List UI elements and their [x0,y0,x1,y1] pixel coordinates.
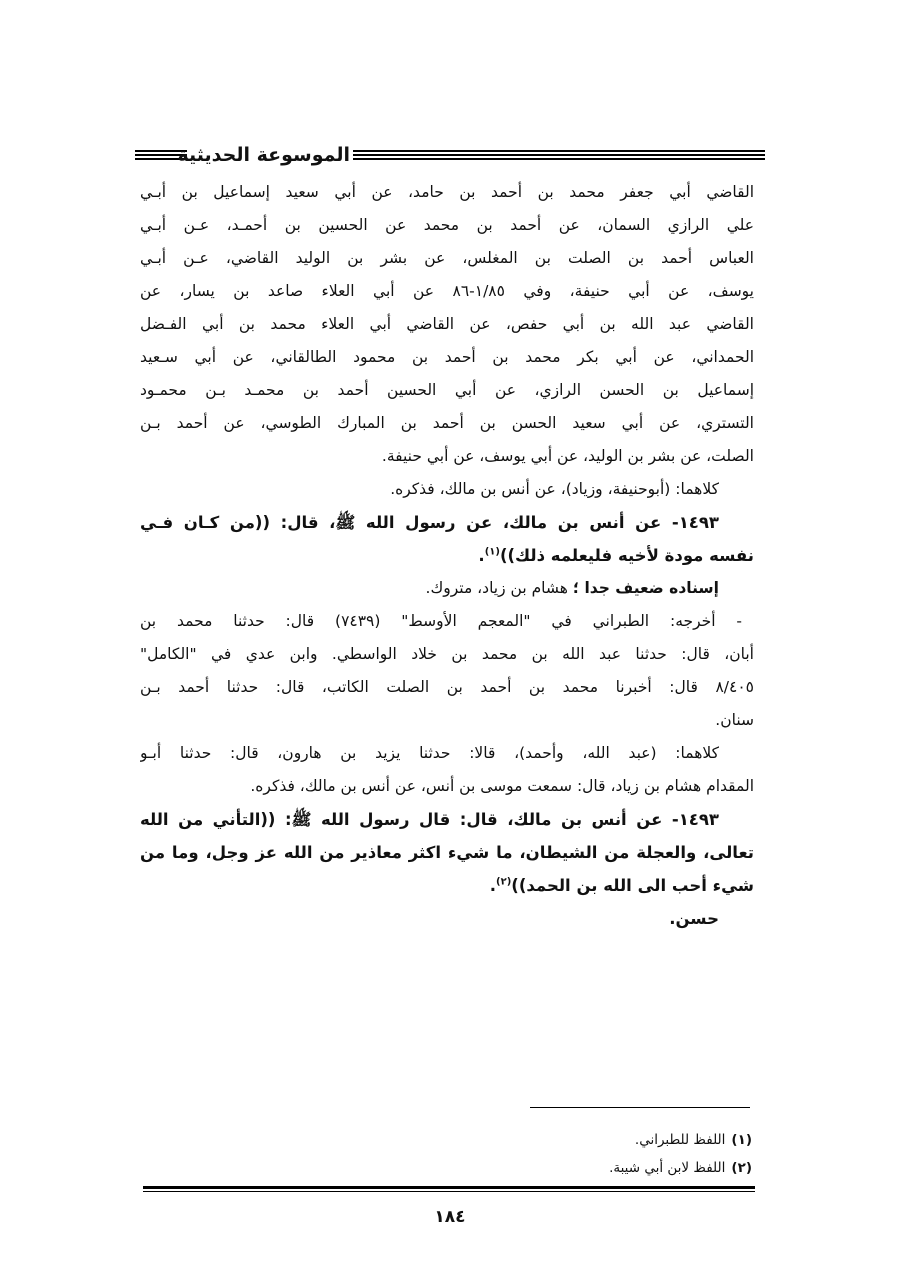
text-line: علي الرازي السمان، عن أحمد بن محمد عن الحسين بن أحمـد، عـن أبـي [140,216,754,234]
text-line: العباس أحمد بن الصلت بن المغلس، عن بشر بن الوليد القاضي، عـن أبـي [140,249,754,267]
header-title: الموسوعة الحديثية [177,144,350,166]
isnad-grading [140,572,754,605]
hadith-1493-line-2: نفسه مودة لأخيه فليعلمه ذلك))$^{(١)}$. [478,546,754,565]
text-line: المقدام هشام بن زياد، قال: سمعت موسى بن أنس، عن أنس بن مالك، فذكره. [250,777,754,795]
text-line: الصلت، عن بشر بن الوليد، عن أبي يوسف، عن أبي حنيفة. [381,447,754,465]
header-rule-right [353,150,765,162]
text-line: يوسف، عن أبي حنيفة، وفي ١/٨٥-٨٦ عن أبي العلاء صاعد بن يسار، عن [140,282,754,300]
bottom-rule-thin [143,1191,755,1192]
footnote-number: (٢) [731,1160,752,1176]
text-line: إسماعيل بن الحسن الرازي، عن أبي الحسين أحمد بن محمـد بـن محمـود [140,381,754,399]
footnote-item [400,1154,752,1182]
hadith-1493b-line-3: شيء أحب الى الله بن الحمد))$^{(٢)}$. [489,876,754,895]
footnote-number: (١) [731,1132,752,1148]
footnote-separator [530,1107,750,1108]
text-line: سنان. [715,711,754,729]
grading-hasan: حسن. [669,909,719,928]
hadith-text: نفسه مودة لأخيه فليعلمه ذلك)) [499,546,754,565]
text-line: - أخرجه: الطبراني في "المعجم الأوسط" (٧٤٣٩) قال: حدثنا محمد بن [140,612,742,630]
text-line: القاضي أبي جعفر محمد بن أحمد بن حامد، عن أبي سعيد إسماعيل بن أبـي [140,183,754,201]
grading-label: إسناده ضعيف جدا ؛ [572,579,719,597]
grading-note: هشام بن زياد، متروك. [425,579,568,597]
footnotes [400,1126,752,1182]
text-line: القاضي عبد الله بن أبي حفص، عن القاضي أبي العلاء محمد بن أبي الفـضل [140,315,754,333]
footnote-text: اللفظ لابن أبي شيبة. [609,1160,726,1176]
text-line: ٨/٤٠٥ قال: أخبرنا محمد بن أحمد بن الصلت الكاتب، قال: حدثنا أحمد بـن [140,678,754,696]
text-line: التستري، عن أبي سعيد الحسن بن أحمد بن المبارك الطوسي، عن أحمد بـن [140,414,754,432]
text-line: كلاهما: (أبوحنيفة، وزياد)، عن أنس بن مالك، فذكره. [390,480,719,498]
footnote-text: اللفظ للطبراني. [634,1132,726,1148]
page-number: ١٨٤ [434,1207,466,1227]
footnote-ref-2[interactable]: (٢) [496,876,512,888]
footnote-item [400,1126,752,1154]
running-header [135,142,765,168]
footnote-ref-1[interactable]: (١) [484,546,500,558]
hadith-1493-line-1: ١٤٩٣- عن أنس بن مالك، عن رسول الله ﷺ، قال: ((من كـان فـي [140,513,719,532]
body-text [140,176,754,935]
hadith-text: شيء أحب الى الله بن الحمد)) [511,876,754,895]
text-line: الحمداني، عن أبي بكر محمد بن أحمد بن محمود الطالقاني، عن أبي سـعيد [140,348,754,366]
bottom-rule-thick [143,1186,755,1189]
hadith-1493b-line-2: تعالى، والعجلة من الشيطان، ما شيء اكثر معاذير من الله عز وجل، وما من [140,843,754,862]
text-line: أبان، قال: حدثنا عبد الله بن محمد بن خلاد الواسطي. وابن عدي في "الكامل" [140,645,754,663]
text-line: كلاهما: (عبد الله، وأحمد)، قالا: حدثنا يزيد بن هارون، قال: حدثنا أبـو [140,744,719,762]
hadith-1493b-line-1: ١٤٩٣- عن أنس بن مالك، قال: قال رسول الله ﷺ: ((التأني من الله [140,810,719,829]
